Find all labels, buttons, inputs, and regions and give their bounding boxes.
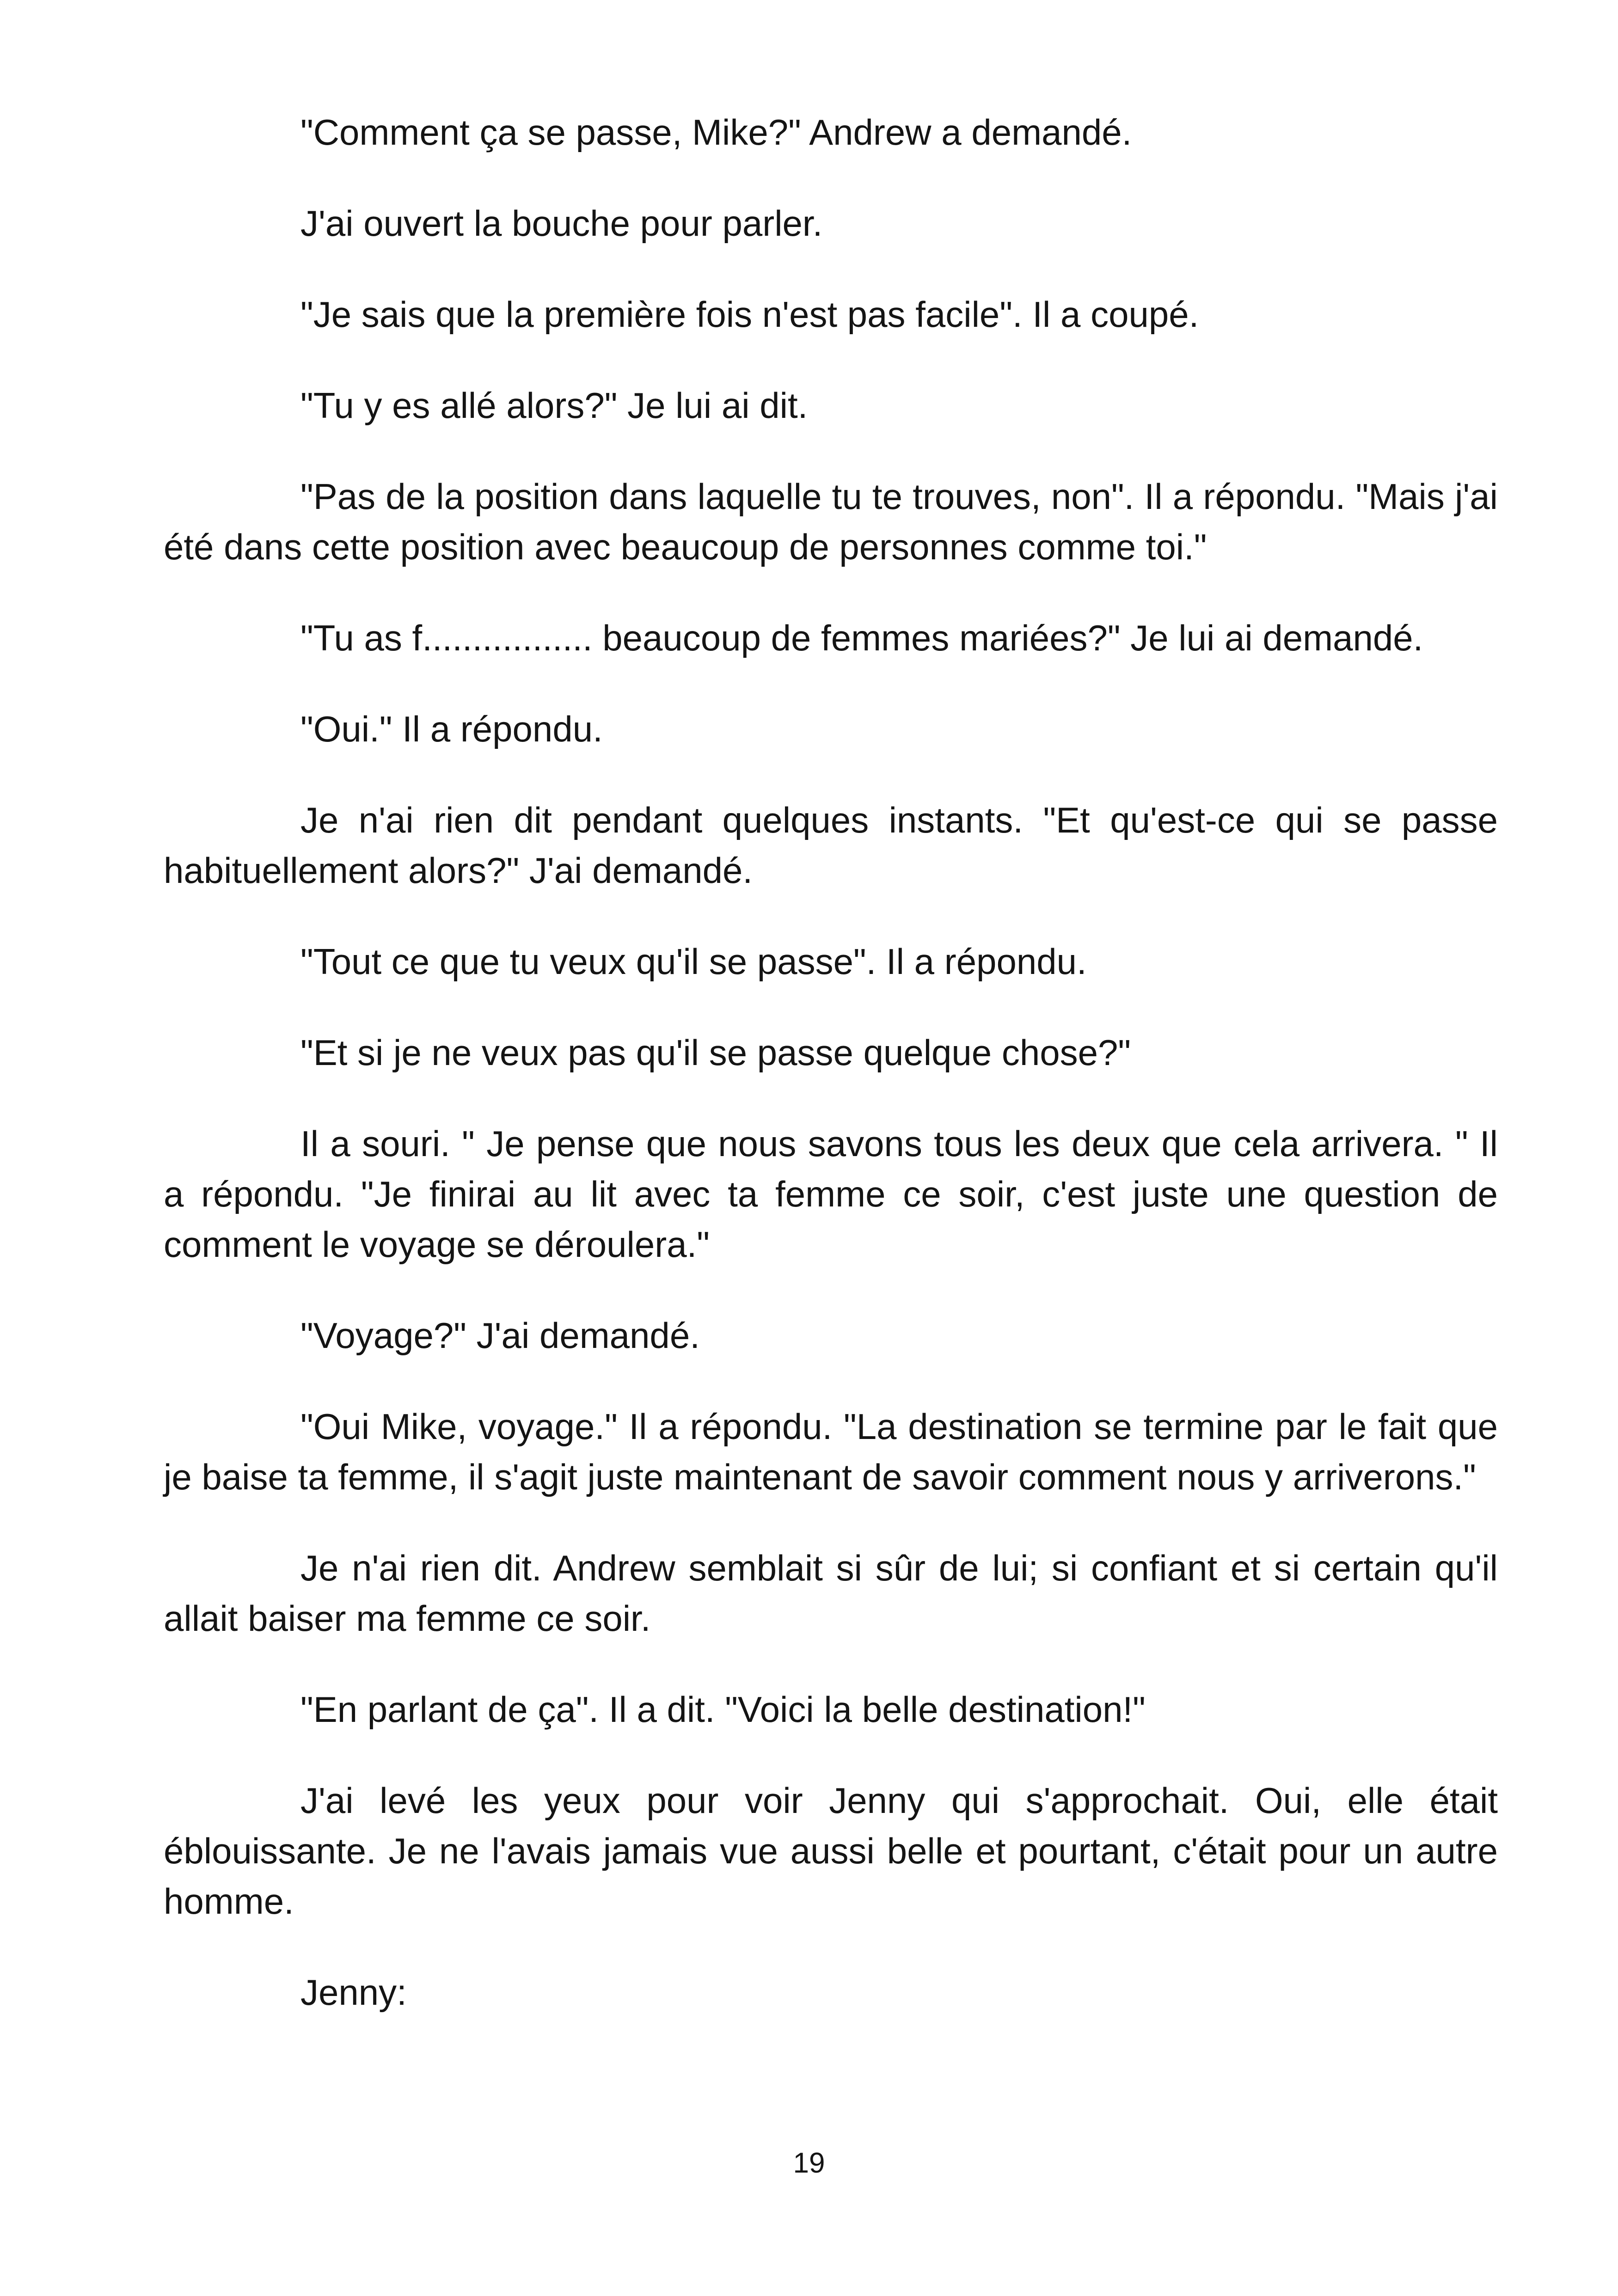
paragraph: "En parlant de ça". Il a dit. "Voici la belle destination!" [300, 1689, 1146, 1730]
paragraph: "Comment ça se passe, Mike?" Andrew a demandé. [300, 112, 1132, 153]
paragraph: "Je sais que la première fois n'est pas facile". Il a coupé. [300, 294, 1199, 335]
paragraph: "Tu y es allé alors?" Je lui ai dit. [300, 385, 808, 426]
paragraph: "Tu as f................. beaucoup de femmes mariées?" Je lui ai demandé. [300, 618, 1423, 658]
paragraph: "Voyage?" J'ai demandé. [300, 1315, 700, 1356]
paragraph: "Pas de la position dans laquelle tu te trouves, non". Il a répondu. "Mais j'ai été dans cette position avec beaucoup de personnes comme toi." [164, 476, 1498, 567]
paragraph: J'ai levé les yeux pour voir Jenny qui s'approchait. Oui, elle était éblouissante. Je ne l'avais jamais vue aussi belle et pourtant, c'était pour un autre homme. [164, 1780, 1498, 1922]
paragraph: J'ai ouvert la bouche pour parler. [300, 203, 823, 244]
paragraph: Jenny: [300, 1972, 407, 2013]
page-number: 19 [793, 2147, 825, 2179]
paragraph: Je n'ai rien dit pendant quelques instants. "Et qu'est-ce qui se passe habituellement alors?" J'ai demandé. [164, 800, 1498, 891]
paragraph: "Et si je ne veux pas qu'il se passe quelque chose?" [300, 1032, 1131, 1073]
body-text [164, 107, 1498, 2058]
paragraph: Il a souri. " Je pense que nous savons tous les deux que cela arrivera. " Il a répondu. "Je finirai au lit avec ta femme ce soir, c'est juste une question de comment le voyage se déroulera." [164, 1123, 1498, 1265]
paragraph: Je n'ai rien dit. Andrew semblait si sûr de lui; si confiant et si certain qu'il allait baiser ma femme ce soir. [164, 1548, 1498, 1639]
paragraph: "Oui Mike, voyage." Il a répondu. "La destination se termine par le fait que je baise ta femme, il s'agit juste maintenant de savoir comment nous y arriverons." [164, 1406, 1498, 1497]
paragraph: "Oui." Il a répondu. [300, 709, 603, 749]
paragraph: "Tout ce que tu veux qu'il se passe". Il a répondu. [300, 941, 1087, 982]
